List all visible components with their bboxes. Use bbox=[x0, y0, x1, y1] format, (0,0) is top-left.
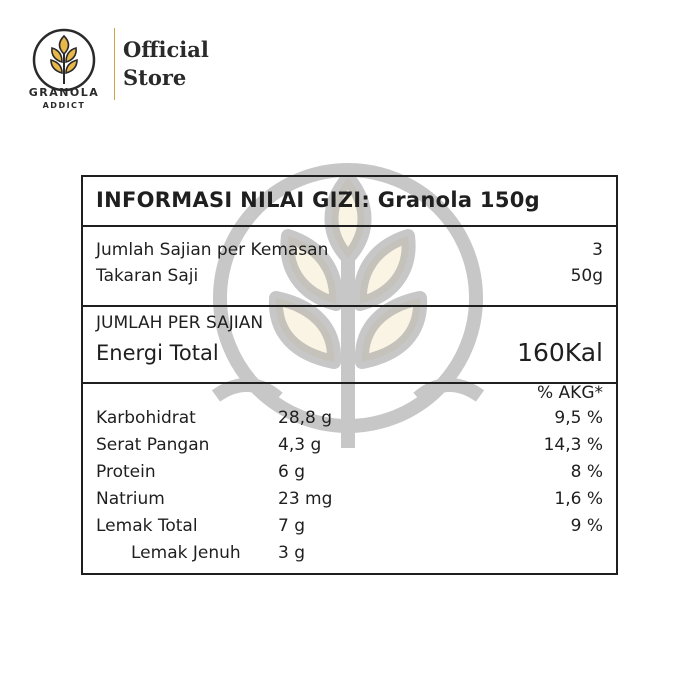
title-section bbox=[83, 177, 616, 227]
nutrient-row bbox=[83, 516, 616, 542]
nutrient-amount: 4,3 g bbox=[278, 435, 322, 455]
granola-addict-logo bbox=[22, 18, 106, 112]
nutrient-amount: 7 g bbox=[278, 516, 306, 536]
logo-divider bbox=[114, 28, 115, 100]
nutrient-akg: 1,6 % bbox=[554, 489, 603, 509]
serving-section bbox=[83, 225, 616, 307]
nutrient-row bbox=[83, 435, 616, 461]
nutrient-name: Lemak Total bbox=[96, 516, 198, 536]
nutrient-name: Protein bbox=[96, 462, 156, 482]
nutrient-row bbox=[83, 489, 616, 515]
logo-bottom-text: ADDICT bbox=[42, 101, 86, 110]
nutrient-amount: 6 g bbox=[278, 462, 306, 482]
nutrient-row bbox=[83, 408, 616, 434]
nutrient-akg: 8 % bbox=[570, 462, 603, 482]
per-serving-label: JUMLAH PER SAJIAN bbox=[96, 313, 264, 333]
serving-size-value: 50g bbox=[570, 266, 603, 286]
servings-label: Jumlah Sajian per Kemasan bbox=[96, 240, 329, 260]
nutrient-akg: 9 % bbox=[570, 516, 603, 536]
energy-section bbox=[83, 307, 616, 384]
servings-value: 3 bbox=[592, 240, 603, 260]
logo-top-text: GRANOLA bbox=[28, 86, 100, 99]
nutrient-row bbox=[83, 462, 616, 488]
nutrient-amount: 28,8 g bbox=[278, 408, 333, 428]
nutrient-name: Lemak Jenuh bbox=[131, 543, 241, 563]
nutrient-name: Serat Pangan bbox=[96, 435, 210, 455]
nutrition-facts-panel bbox=[81, 175, 618, 575]
akg-header: % AKG* bbox=[536, 383, 603, 403]
energy-label: Energi Total bbox=[96, 341, 219, 365]
nutrient-name: Karbohidrat bbox=[96, 408, 196, 428]
nutrient-akg: 9,5 % bbox=[554, 408, 603, 428]
nutrient-amount: 23 mg bbox=[278, 489, 333, 509]
panel-title: INFORMASI NILAI GIZI: Granola 150g bbox=[96, 188, 540, 212]
nutrient-name: Natrium bbox=[96, 489, 165, 509]
official-line-1: Official bbox=[123, 37, 209, 62]
official-store-text bbox=[123, 36, 209, 92]
nutrient-row bbox=[83, 543, 616, 569]
serving-size-label: Takaran Saji bbox=[96, 266, 199, 286]
energy-value: 160Kal bbox=[517, 338, 603, 367]
nutrient-akg: 14,3 % bbox=[543, 435, 603, 455]
official-line-2: Store bbox=[123, 65, 187, 90]
nutrient-amount: 3 g bbox=[278, 543, 306, 563]
